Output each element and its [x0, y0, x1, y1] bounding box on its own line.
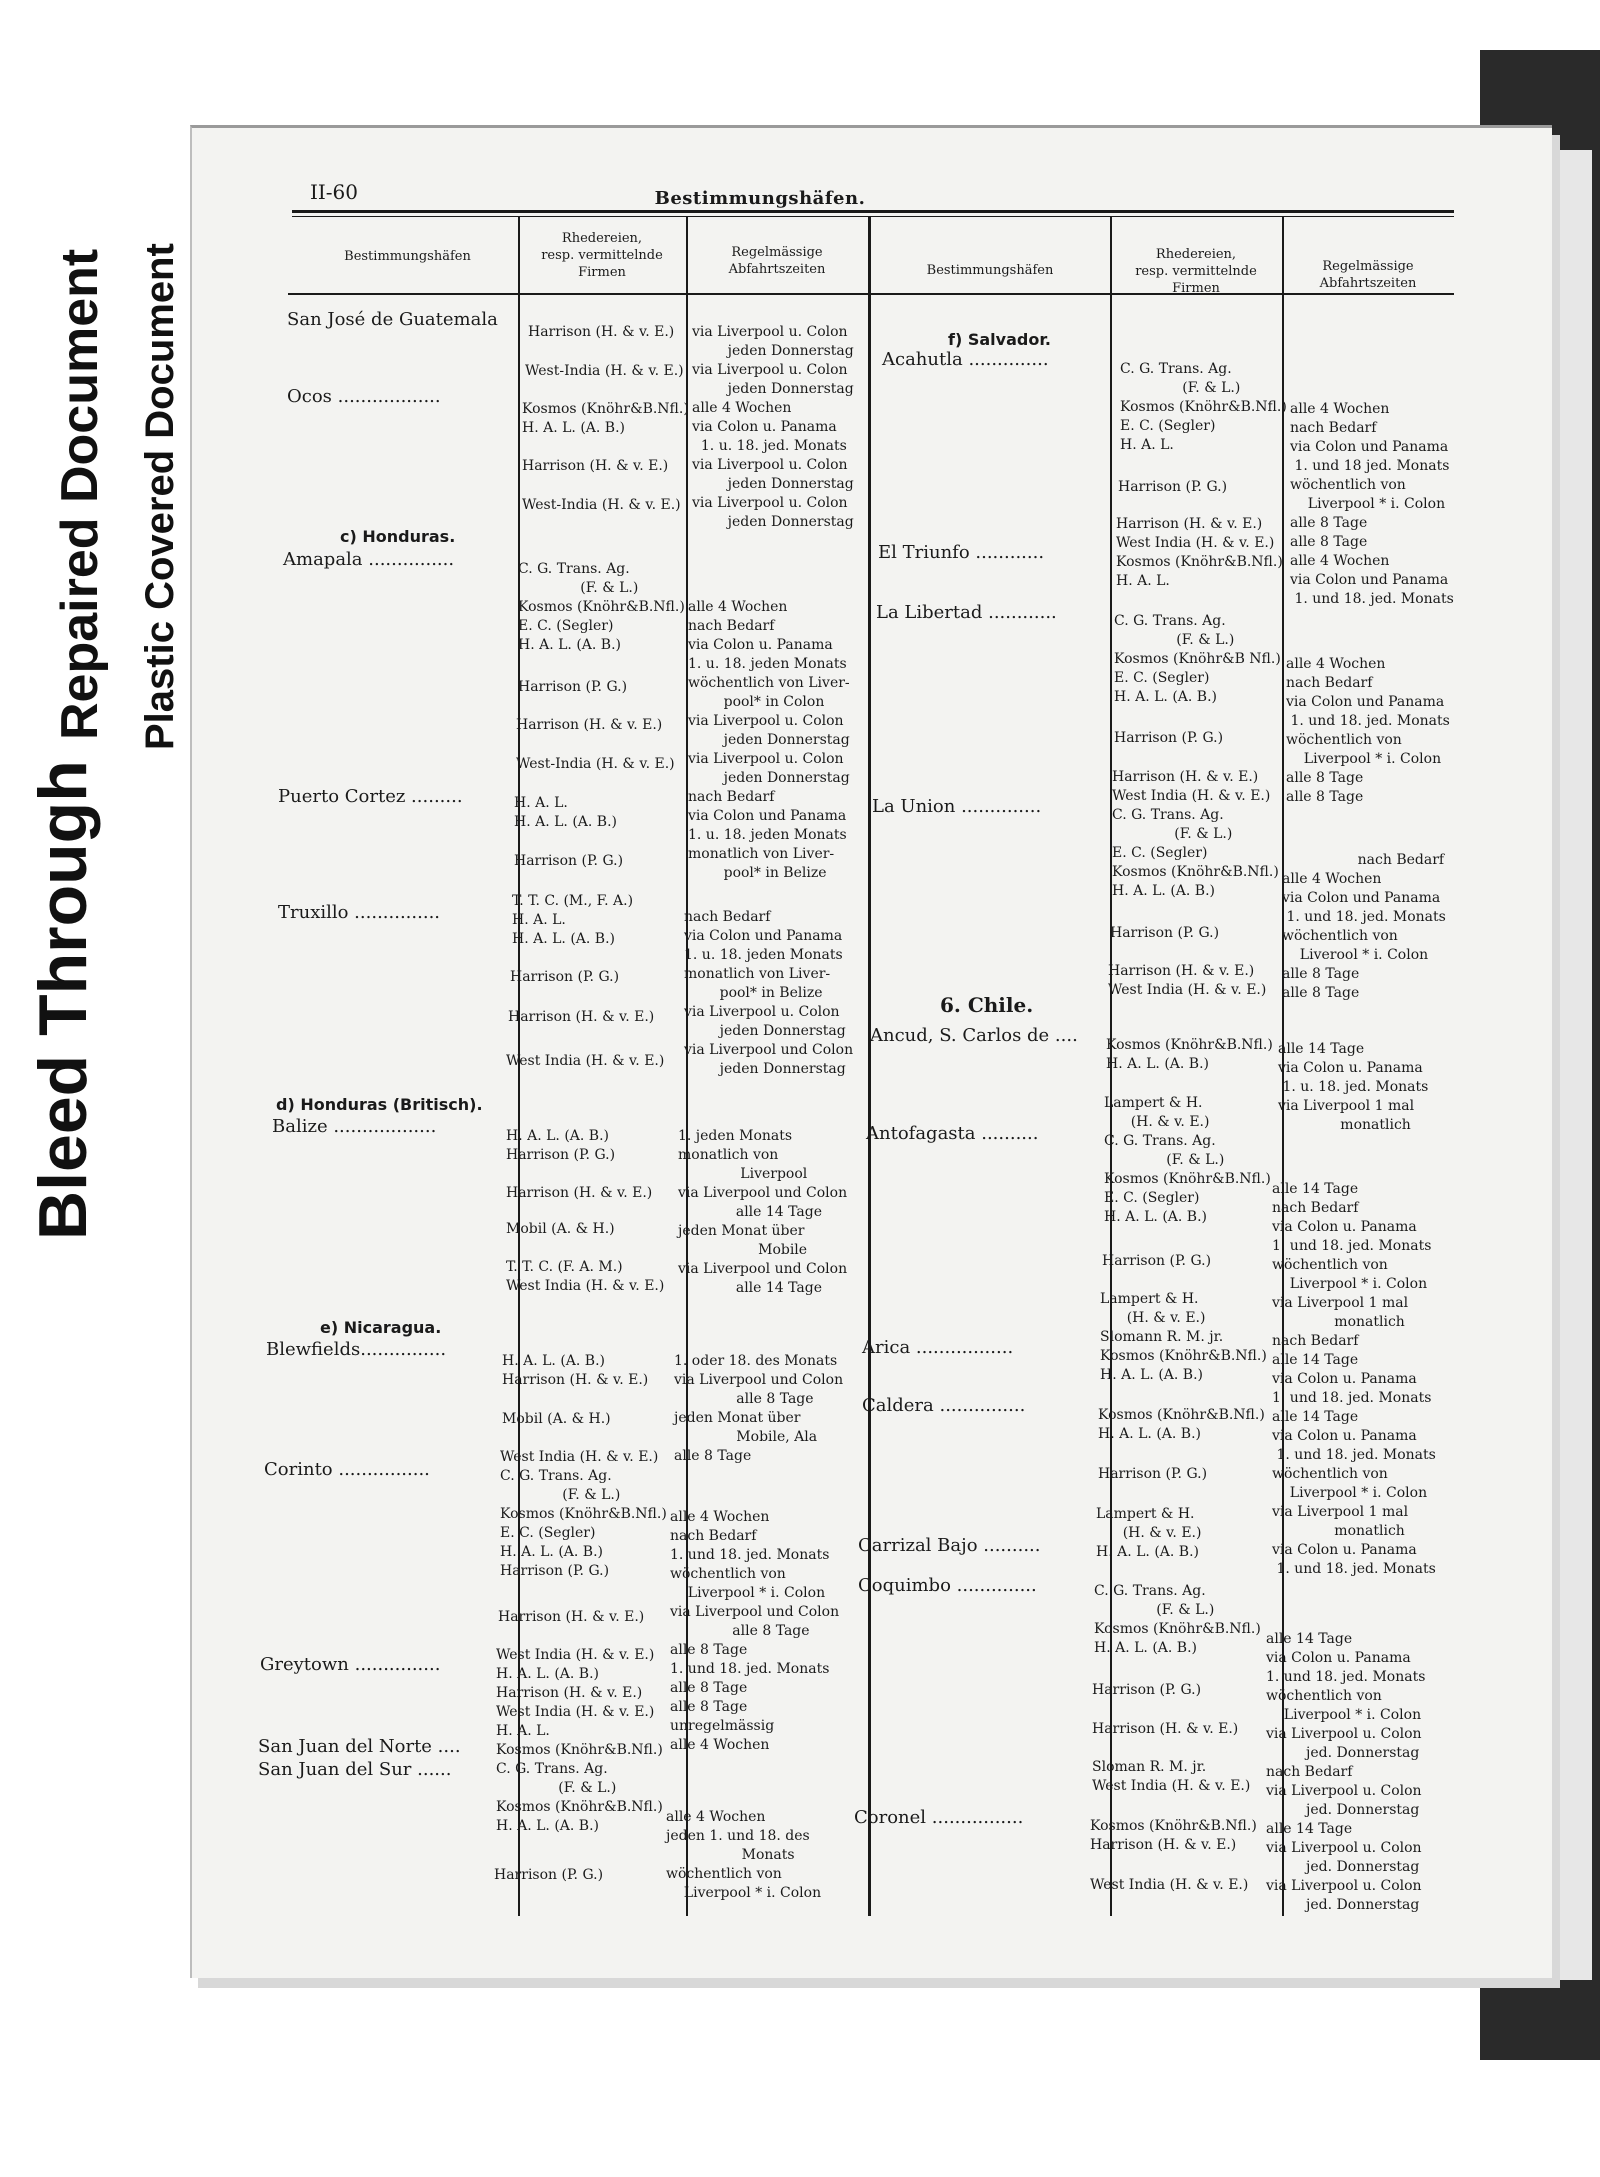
shipping-firm: West-India (H. & v. E.)	[522, 497, 681, 513]
repaired-document-label: Repaired Document	[51, 248, 109, 740]
departure-schedule: alle 14 Tage via Colon u. Panama 1. u. 18. jed. Monats via Liverpool 1 mal monatlich	[1278, 1041, 1429, 1133]
departure-schedule: 1. jeden Monats monatlich von Liverpool via Liverpool und Colon alle 14 Tage jeden Monat über Mobile via Liverpool und Colon alle 14 Tage	[678, 1128, 848, 1296]
shipping-firm: C. G. Trans. Ag. (F. & L.) Kosmos (Knöhr&B.Nfl.) H. A. L. (A. B.)	[1094, 1583, 1261, 1656]
shipping-firm: Harrison (P. G.)	[1114, 730, 1224, 746]
shipping-firm: Harrison (H. & v. E.) West India (H. & v. E.)	[1108, 963, 1267, 998]
shipping-firm: C. G. Trans. Ag. (F. & L.) Kosmos (Knöhr&B Nfl.) E. C. (Segler) H. A. L. (A. B.)	[1114, 613, 1281, 705]
port-name: Corinto ................	[264, 1459, 430, 1480]
port-name: f) Salvador.	[948, 330, 1052, 349]
shipping-firm: Kosmos (Knöhr&B.Nfl.) H. A. L. (A. B.)	[1098, 1407, 1265, 1442]
port-name: Puerto Cortez .........	[278, 786, 463, 807]
center-divider	[868, 216, 871, 1916]
departure-schedule: alle 4 Wochen nach Bedarf via Colon und Panama 1. und 18. jed. Monats wöchentlich von Liverpool * i. Colon alle 8 Tage alle 8 Tage	[1286, 656, 1450, 805]
shipping-firm: Harrison (H. & v. E.)	[498, 1609, 645, 1625]
departure-schedule: nach Bedarf alle 4 Wochen via Colon und Panama 1. und 18. jed. Monats wöchentlich von Liverool * i. Colon alle 8 Tage alle 8 Tage	[1282, 852, 1446, 1001]
shipping-firm: Harrison (P. G.)	[514, 853, 624, 869]
header-ports-right: Bestimmungshäfen	[926, 263, 1054, 278]
shipping-firm: West India (H. & v. E.) H. A. L. (A. B.) Harrison (H. & v. E.) West India (H. & v. E.) H. A. L. Kosmos (Knöhr&B.Nfl.) C. G. Trans. Ag. (F. & L.) Kosmos (Knöhr&B.Nfl.) H. A. L. (A. B.)	[496, 1647, 663, 1834]
shipping-firm: Harrison (P. G.)	[1092, 1682, 1202, 1698]
shipping-firm: T. T. C. (M., F. A.) H. A. L. H. A. L. (A. B.)	[512, 893, 634, 947]
port-name: San Juan del Sur ......	[258, 1759, 452, 1780]
shipping-firm: Kosmos (Knöhr&B.Nfl.) Harrison (H. & v. E.)	[1090, 1818, 1257, 1853]
port-name: c) Honduras.	[340, 527, 456, 546]
port-name: 6. Chile.	[940, 993, 1034, 1017]
bleed-through-label: Bleed Through	[25, 760, 101, 1240]
departure-schedule: alle 14 Tage via Colon u. Panama 1. und 18. jed. Monats wöchentlich von Liverpool * i. Colon via Liverpool u. Colon jed. Donnerstag nach Bedarf via Liverpool u. Colon jed. Donnerstag alle 14 Tage via Liverpool u. Colon jed. Donnerstag via Liverpool u. Colon jed. Donnerstag	[1266, 1631, 1426, 1913]
shipping-firm: Harrison (P. G.)	[518, 679, 628, 695]
port-name: Truxillo ...............	[278, 902, 441, 923]
departure-schedule: alle 4 Wochen jeden 1. und 18. des Monats wöchentlich von Liverpool * i. Colon	[666, 1809, 822, 1901]
port-name: Arica .................	[862, 1337, 1014, 1358]
port-name: Carrizal Bajo ..........	[858, 1535, 1041, 1556]
page-edge	[1550, 150, 1592, 1980]
port-name: Blewfields...............	[266, 1339, 447, 1360]
port-name: Acahutla ..............	[882, 349, 1049, 370]
header-rule-top-thin	[292, 216, 1454, 217]
shipping-firm: Harrison (P. G.)	[510, 969, 620, 985]
shipping-firm: C. G. Trans. Ag. (F. & L.) Kosmos (Knöhr&B.Nfl.) E. C. (Segler) H. A. L. (A. B.)	[518, 561, 685, 653]
shipping-firm: West-India (H. & v. E.)	[516, 756, 675, 772]
shipping-firm: Lampert & H. (H. & v. E.) C. G. Trans. Ag. (F. & L.) Kosmos (Knöhr&B.Nfl.) E. C. (Segler) H. A. L. (A. B.)	[1104, 1095, 1271, 1225]
shipping-firm: West India (H. & v. E.) C. G. Trans. Ag. (F. & L.) Kosmos (Knöhr&B.Nfl.) E. C. (Segler) H. A. L. (A. B.) Harrison (P. G.)	[500, 1449, 667, 1579]
shipping-firm: Mobil (A. & H.)	[506, 1221, 615, 1237]
shipping-firm: Mobil (A. & H.)	[502, 1411, 611, 1427]
header-times-left: Regelmässige Abfahrtszeiten	[728, 245, 826, 277]
shipping-firm: Lampert & H. (H. & v. E.) H. A. L. (A. B.)	[1096, 1506, 1202, 1560]
shipping-firm: Harrison (P. G.)	[494, 1867, 604, 1883]
shipping-firm: Harrison (P. G.)	[1118, 479, 1228, 495]
port-name: San José de Guatemala	[287, 309, 498, 330]
shipping-firm: C. G. Trans. Ag. (F. & L.) Kosmos (Knöhr&B.Nfl.) E. C. (Segler) H. A. L.	[1120, 361, 1287, 453]
shipping-firm: H. A. L. H. A. L. (A. B.)	[514, 795, 617, 830]
shipping-firm: Harrison (H. & v. E.)	[506, 1185, 653, 1201]
shipping-firm: Harrison (H. & v. E.)	[516, 717, 663, 733]
shipping-firm: T. T. C. (F. A. M.) West India (H. & v. E.)	[506, 1259, 665, 1294]
shipping-firm: Harrison (H. & v. E.)	[522, 458, 669, 474]
port-name: Ocos ..................	[287, 386, 441, 407]
port-name: El Triunfo ............	[878, 542, 1045, 563]
departure-schedule: nach Bedarf via Colon und Panama 1. u. 18. jeden Monats monatlich von Liver- pool* in Belize via Liverpool u. Colon jeden Donnerstag via Liverpool und Colon jeden Donnerstag	[684, 909, 854, 1077]
shipping-firm: Harrison (H. & v. E.)	[528, 324, 675, 340]
shipping-firm: Harrison (H. & v. E.)	[508, 1009, 655, 1025]
shipping-firm: Harrison (P. G.)	[1110, 925, 1220, 941]
header-times-right: Regelmässige Abfahrtszeiten	[1319, 259, 1417, 291]
shipping-firm: Sloman R. M. jr. West India (H. & v. E.)	[1092, 1759, 1251, 1794]
departure-schedule: alle 4 Wochen nach Bedarf 1. und 18. jed. Monats wöchentlich von Liverpool * i. Colon via Liverpool und Colon alle 8 Tage alle 8 Tage 1. und 18. jed. Monats alle 8 Tage alle 8 Tage unregelmässig alle 4 Wochen	[670, 1509, 840, 1753]
port-name: La Libertad ............	[876, 602, 1057, 623]
plastic-covered-label: Plastic Covered Document	[138, 243, 182, 750]
shipping-firm: Harrison (P. G.)	[1102, 1253, 1212, 1269]
port-name: Balize ..................	[272, 1116, 437, 1137]
port-name: Coquimbo ..............	[858, 1575, 1037, 1596]
port-name: Amapala ...............	[283, 549, 455, 570]
header-firms-left: Rhedereien, resp. vermittelnde Firmen	[541, 231, 663, 280]
port-name: Caldera ...............	[862, 1395, 1026, 1416]
shipping-firm: H. A. L. (A. B.) Harrison (P. G.)	[506, 1128, 616, 1163]
shipping-firm: Harrison (H. & v. E.)	[1092, 1721, 1239, 1737]
port-name: San Juan del Norte ....	[258, 1736, 461, 1757]
shipping-firm: West India (H. & v. E.)	[1090, 1877, 1249, 1893]
shipping-firm: Harrison (P. G.)	[1098, 1466, 1208, 1482]
port-name: Ancud, S. Carlos de ....	[870, 1025, 1078, 1046]
port-name: La Union ..............	[872, 796, 1042, 817]
departure-schedule: alle 4 Wochen nach Bedarf via Colon und Panama 1. und 18 jed. Monats wöchentlich von Liverpool * i. Colon alle 8 Tage alle 8 Tage alle 4 Wochen via Colon und Panama 1. und 18. jed. Monats	[1290, 401, 1454, 607]
header-rule-top	[292, 210, 1454, 213]
shipping-firm: West-India (H. & v. E.)	[525, 363, 684, 379]
page-number: II-60	[310, 180, 359, 204]
port-name: Coronel ................	[854, 1807, 1024, 1828]
page-title: Bestimmungshäfen.	[654, 188, 866, 209]
port-name: d) Honduras (Britisch).	[276, 1095, 483, 1114]
departure-schedule: alle 4 Wochen nach Bedarf via Colon u. Panama 1. u. 18. jeden Monats wöchentlich von Liver- pool* in Colon via Liverpool u. Colon jeden Donnerstag via Liverpool u. Colon jeden Donnerstag nach Bedarf via Colon und Panama 1. u. 18. jeden Monats monatlich von Liver- pool* in Belize	[688, 599, 850, 881]
departure-schedule: 1. oder 18. des Monats via Liverpool und Colon alle 8 Tage jeden Monat über Mobile, Ala alle 8 Tage	[674, 1353, 844, 1464]
shipping-firm: Lampert & H. (H. & v. E.) Slomann R. M. jr. Kosmos (Knöhr&B.Nfl.) H. A. L. (A. B.)	[1100, 1291, 1267, 1383]
shipping-firm: Kosmos (Knöhr&B.Nfl.) H. A. L. (A. B.)	[1106, 1037, 1273, 1072]
port-name: Antofagasta ..........	[866, 1123, 1039, 1144]
shipping-firm: Harrison (H. & v. E.) West India (H. & v. E.) Kosmos (Knöhr&B.Nfl.) H. A. L.	[1116, 516, 1283, 589]
port-name: e) Nicaragua.	[320, 1318, 442, 1337]
departure-schedule: alle 14 Tage nach Bedarf via Colon u. Panama 1. und 18. jed. Monats wöchentlich von Liverpool * i. Colon via Liverpool 1 mal monatlich nach Bedarf alle 14 Tage via Colon u. Panama 1. und 18. jed. Monats alle 14 Tage via Colon u. Panama 1. und 18. jed. Monats wöchentlich von Liverpool * i. Colon via Liverpool 1 mal monatlich via Colon u. Panama 1. und 18. jed. Monats	[1272, 1181, 1436, 1577]
shipping-firm: Kosmos (Knöhr&B.Nfl.) H. A. L. (A. B.)	[522, 401, 689, 436]
departure-schedule: via Liverpool u. Colon jeden Donnerstag via Liverpool u. Colon jeden Donnerstag alle 4 Wochen via Colon u. Panama 1. u. 18. jed. Monats via Liverpool u. Colon jeden Donnerstag via Liverpool u. Colon jeden Donnerstag	[692, 324, 854, 530]
port-name: Greytown ...............	[260, 1654, 441, 1675]
header-firms-right: Rhedereien, resp. vermittelnde Firmen	[1135, 247, 1257, 296]
shipping-firm: West India (H. & v. E.)	[506, 1053, 665, 1069]
shipping-firm: H. A. L. (A. B.) Harrison (H. & v. E.)	[502, 1353, 649, 1388]
header-ports-left: Bestimmungshäfen	[344, 249, 471, 264]
shipping-firm: Harrison (H. & v. E.) West India (H. & v. E.) C. G. Trans. Ag. (F. & L.) E. C. (Segler) Kosmos (Knöhr&B.Nfl.) H. A. L. (A. B.)	[1112, 769, 1279, 899]
